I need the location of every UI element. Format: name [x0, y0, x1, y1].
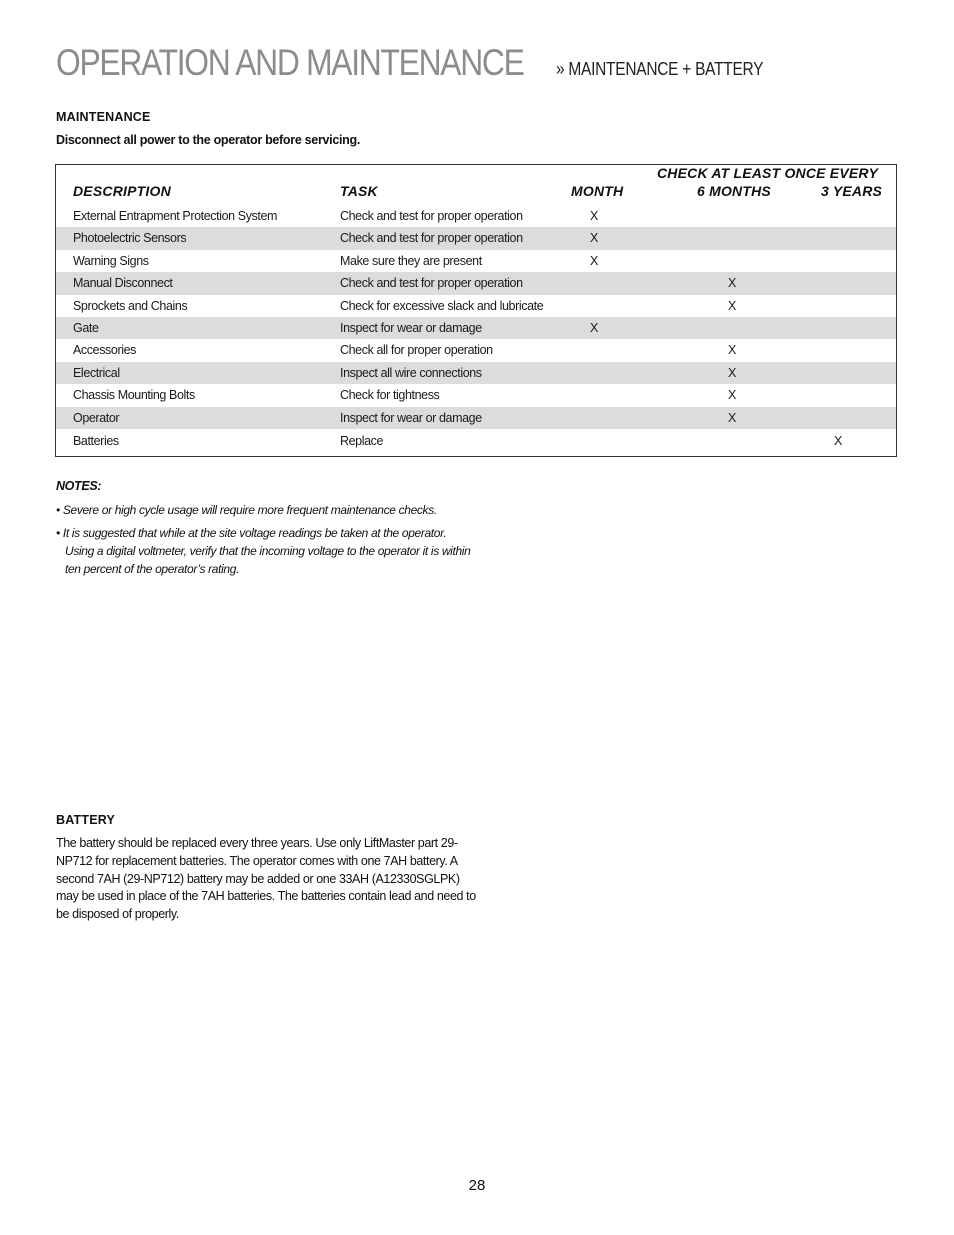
cell-task: Inspect for wear or damage	[340, 320, 482, 335]
cell-month: X	[590, 209, 598, 223]
cell-task: Check and test for proper operation	[340, 209, 523, 223]
column-header-description: DESCRIPTION	[73, 183, 171, 199]
notes-title: NOTES:	[56, 479, 102, 493]
table-row	[56, 384, 896, 406]
table-row	[56, 250, 896, 272]
cell-six-months: X	[728, 365, 736, 380]
cell-month: X	[590, 231, 598, 246]
cell-description: Chassis Mounting Bolts	[73, 388, 195, 403]
column-header-six-months: 6 MONTHS	[697, 183, 771, 199]
cell-description: Manual Disconnect	[73, 276, 173, 291]
cell-task: Check and test for proper operation	[340, 231, 523, 246]
cell-description: Operator	[73, 410, 120, 425]
cell-description: External Entrapment Protection System	[73, 209, 278, 223]
table-row	[56, 339, 896, 361]
cell-task: Inspect all wire connections	[340, 365, 482, 380]
table-row	[56, 272, 896, 294]
cell-month: X	[590, 253, 598, 268]
cell-task: Check and test for proper operation	[340, 276, 523, 291]
note-item: • It is suggested that while at the site voltage readings be taken at the operator. Using a digital voltmeter, verify that the incoming voltage to the operator it is within ten percent of the operator’s rating.	[56, 526, 471, 576]
maintenance-table	[55, 164, 897, 457]
table-row	[56, 407, 896, 429]
cell-description: Sprockets and Chains	[73, 298, 188, 313]
cell-description: Batteries	[73, 433, 119, 448]
table-row	[56, 205, 896, 227]
note-item: • Severe or high cycle usage will require more frequent maintenance checks.	[56, 503, 437, 517]
maintenance-heading: MAINTENANCE	[56, 110, 151, 124]
cell-task: Inspect for wear or damage	[340, 410, 482, 425]
table-row	[56, 362, 896, 384]
cell-description: Photoelectric Sensors	[73, 231, 187, 246]
column-header-three-years: 3 YEARS	[821, 183, 883, 199]
page-subtitle: » MAINTENANCE + BATTERY	[556, 59, 764, 79]
battery-paragraph: The battery should be replaced every three years. Use only LiftMaster part 29-NP712 for replacement batteries. The operator comes with one 7AH battery. A second 7AH (29-NP712) battery may be added or one 33AH (A12330SGLPK) may be used in place of the 7AH batteries. The batteries contain lead and need to be disposed of properly.	[56, 836, 476, 922]
table-row	[56, 429, 896, 453]
page-title: OPERATION AND MAINTENANCE	[56, 42, 524, 83]
cell-description: Gate	[73, 320, 99, 335]
page-header	[56, 42, 797, 84]
table-row	[56, 317, 896, 339]
cell-description: Electrical	[73, 365, 120, 380]
cell-month: X	[590, 320, 598, 335]
table-row	[56, 227, 896, 249]
cell-six-months: X	[728, 388, 736, 403]
cell-task: Check all for proper operation	[340, 343, 493, 358]
cell-task: Replace	[340, 433, 384, 448]
column-header-month: MONTH	[571, 183, 624, 199]
column-group-header: CHECK AT LEAST ONCE EVERY	[657, 165, 878, 181]
cell-six-months: X	[728, 343, 736, 358]
cell-six-months: X	[728, 410, 736, 425]
cell-three-years: X	[834, 433, 842, 448]
maintenance-intro: Disconnect all power to the operator before servicing.	[56, 133, 361, 147]
table-row	[56, 295, 896, 317]
battery-heading: BATTERY	[56, 813, 116, 827]
table-header	[56, 165, 896, 205]
cell-task: Check for excessive slack and lubricate	[340, 298, 544, 313]
cell-task: Check for tightness	[340, 388, 440, 403]
cell-six-months: X	[728, 298, 736, 313]
cell-task: Make sure they are present	[340, 253, 482, 268]
notes-section	[56, 479, 476, 583]
cell-description: Accessories	[73, 343, 136, 358]
page-number: 28	[468, 1177, 486, 1194]
cell-six-months: X	[728, 276, 736, 291]
cell-description: Warning Signs	[73, 253, 149, 268]
column-header-task: TASK	[340, 183, 378, 199]
